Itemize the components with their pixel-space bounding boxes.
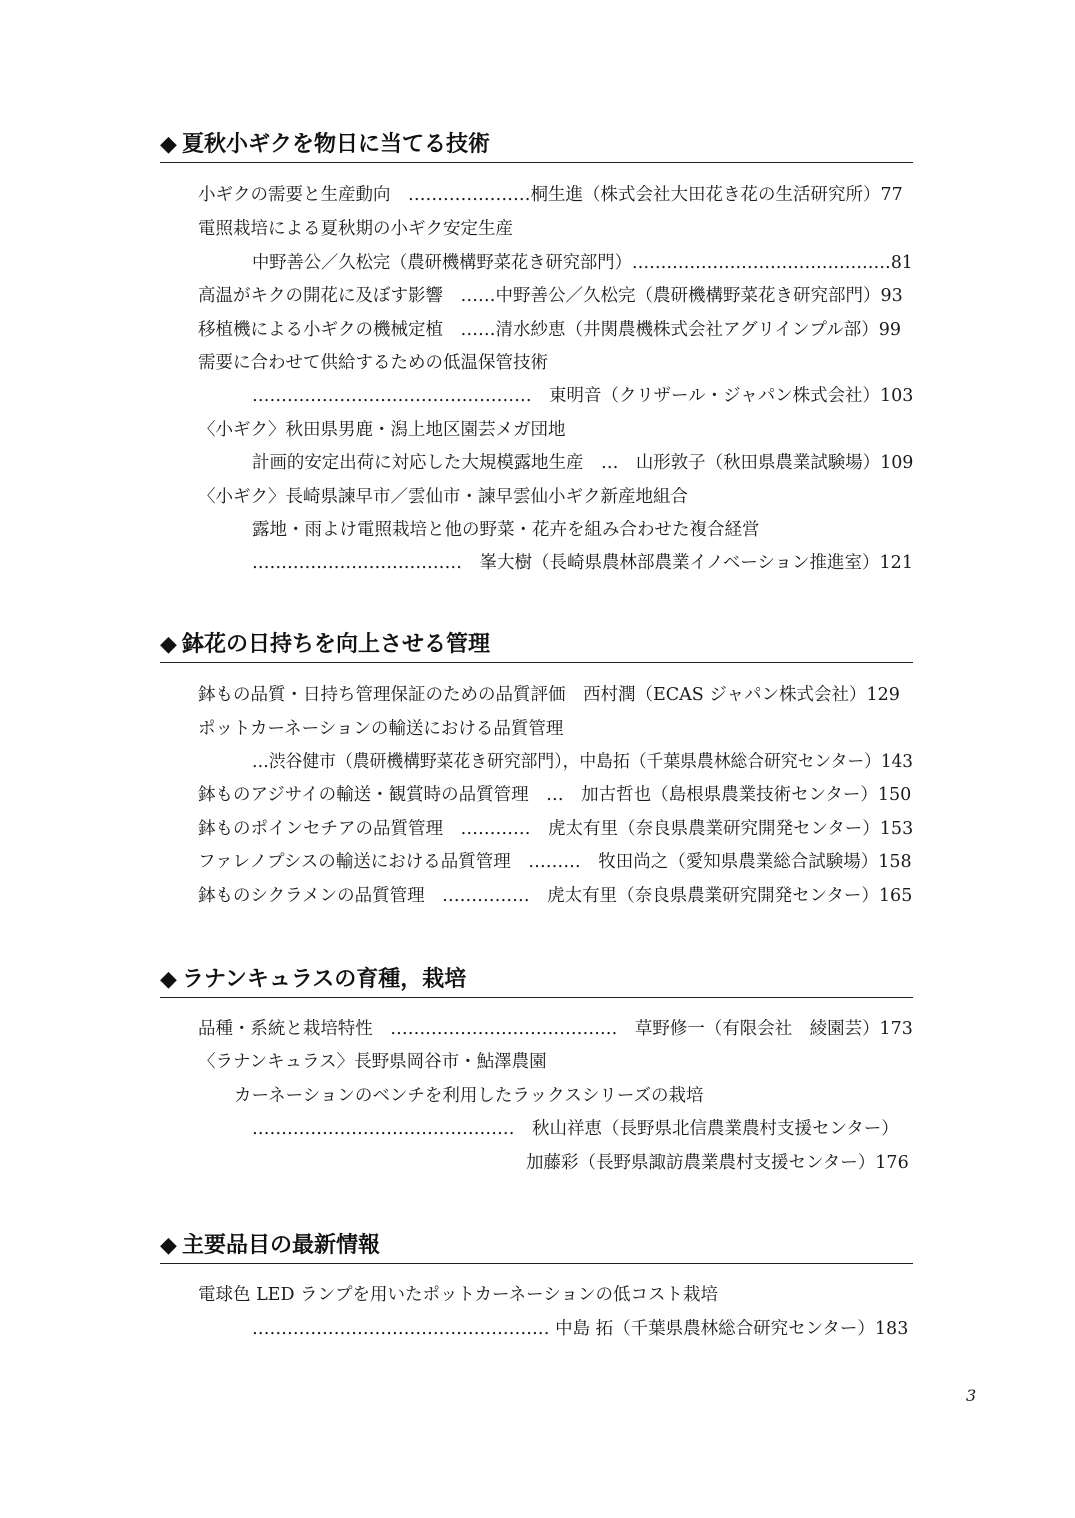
toc-entry[interactable]: 鉢もの品質・日持ち管理保証のための品質評価 西村潤（ECAS ジャパン株式会社）129 (198, 685, 900, 705)
section-4 (160, 1233, 913, 1339)
toc-entry[interactable]: 露地・雨よけ電照栽培と他の野菜・花卉を組み合わせた複合経営 (252, 520, 760, 540)
toc-entry[interactable]: ……………………………………… 秋山祥恵（長野県北信農業農村支援センター） (252, 1119, 899, 1139)
toc-entry[interactable]: ……………………………… 峯大樹（長崎県農林部農業イノベーション推進室）121 (252, 553, 913, 573)
section-3 (160, 967, 913, 1173)
toc-entry[interactable]: 〈ラナンキュラス〉長野県岡谷市・鮎澤農園 (198, 1052, 547, 1072)
toc-entry[interactable]: 〈小ギク〉長崎県諫早市／雲仙市・諫早雲仙小ギク新産地組合 (198, 487, 688, 507)
toc-entry[interactable]: 品種・系統と栽培特性 ………………………………… 草野修一（有限会社 綾園芸）173 (198, 1019, 913, 1039)
toc-entry[interactable]: カーネーションのベンチを利用したラックスシリーズの栽培 (234, 1086, 704, 1106)
diamond-icon: ◆ (160, 1233, 177, 1258)
toc-entry[interactable]: 鉢ものシクラメンの品質管理 …………… 虎太有里（奈良県農業研究開発センター）165 (198, 886, 913, 906)
toc-entry[interactable]: 中野善公／久松完（農研機構野菜花き研究部門）………………………………………81 (252, 253, 913, 273)
section-1 (160, 132, 914, 573)
toc-entry[interactable]: 電球色 LED ランプを用いたポットカーネーションの低コスト栽培 (198, 1285, 718, 1305)
toc-entry[interactable]: ファレノプシスの輸送における品質管理 ……… 牧田尚之（愛知県農業総合試験場）158 (198, 852, 912, 872)
toc-entry[interactable]: 移植機による小ギクの機械定植 ……清水紗恵（井関農機株式会社アグリインプル部）99 (198, 320, 902, 340)
toc-entry[interactable]: 需要に合わせて供給するための低温保管技術 (198, 353, 548, 373)
section-title: ◆ ラナンキュラスの育種，栽培 (160, 967, 913, 998)
toc-entry[interactable]: 高温がキクの開花に及ぼす影響 ……中野善公／久松完（農研機構野菜花き研究部門）93 (198, 286, 903, 306)
toc-entry[interactable]: 小ギクの需要と生産動向 …………………桐生進（株式会社大田花き花の生活研究所）77 (198, 185, 903, 205)
toc-entry[interactable]: 鉢ものアジサイの輸送・観賞時の品質管理 … 加古哲也（島根県農業技術センター）150 (198, 785, 912, 805)
toc-entry[interactable]: ポットカーネーションの輸送における品質管理 (198, 719, 564, 739)
section-title: ◆ 主要品目の最新情報 (160, 1233, 913, 1264)
toc-entry[interactable]: 〈小ギク〉秋田県男鹿・潟上地区園芸メガ団地 (198, 420, 566, 440)
diamond-icon: ◆ (160, 632, 177, 657)
diamond-icon: ◆ (160, 967, 177, 992)
toc-entry[interactable]: 計画的安定出荷に対応した大規模露地生産 … 山形敦子（秋田県農業試験場）109 (252, 453, 914, 473)
diamond-icon: ◆ (160, 132, 177, 157)
toc-entry[interactable]: 鉢ものポインセチアの品質管理 ………… 虎太有里（奈良県農業研究開発センター）153 (198, 819, 914, 839)
section-2 (160, 632, 914, 906)
section-title: ◆ 鉢花の日持ちを向上させる管理 (160, 632, 913, 663)
section-title: ◆ 夏秋小ギクを物日に当てる技術 (160, 132, 913, 163)
toc-entry[interactable]: ………………………………………… 東明音（クリザール・ジャパン株式会社）103 (252, 386, 914, 406)
toc-entry[interactable]: …渋谷健市（農研機構野菜花き研究部門），中島拓（千葉県農林総合研究センター）143 (252, 752, 913, 772)
toc-entry[interactable]: 電照栽培による夏秋期の小ギク安定生産 (198, 219, 513, 239)
toc-entry[interactable]: 加藤彩（長野県諏訪農業農村支援センター）176 (526, 1153, 909, 1173)
page-number: 3 (966, 1386, 977, 1405)
toc-entry[interactable]: …………………………………………… 中島 拓（千葉県農林総合研究センター）183 (252, 1319, 909, 1339)
